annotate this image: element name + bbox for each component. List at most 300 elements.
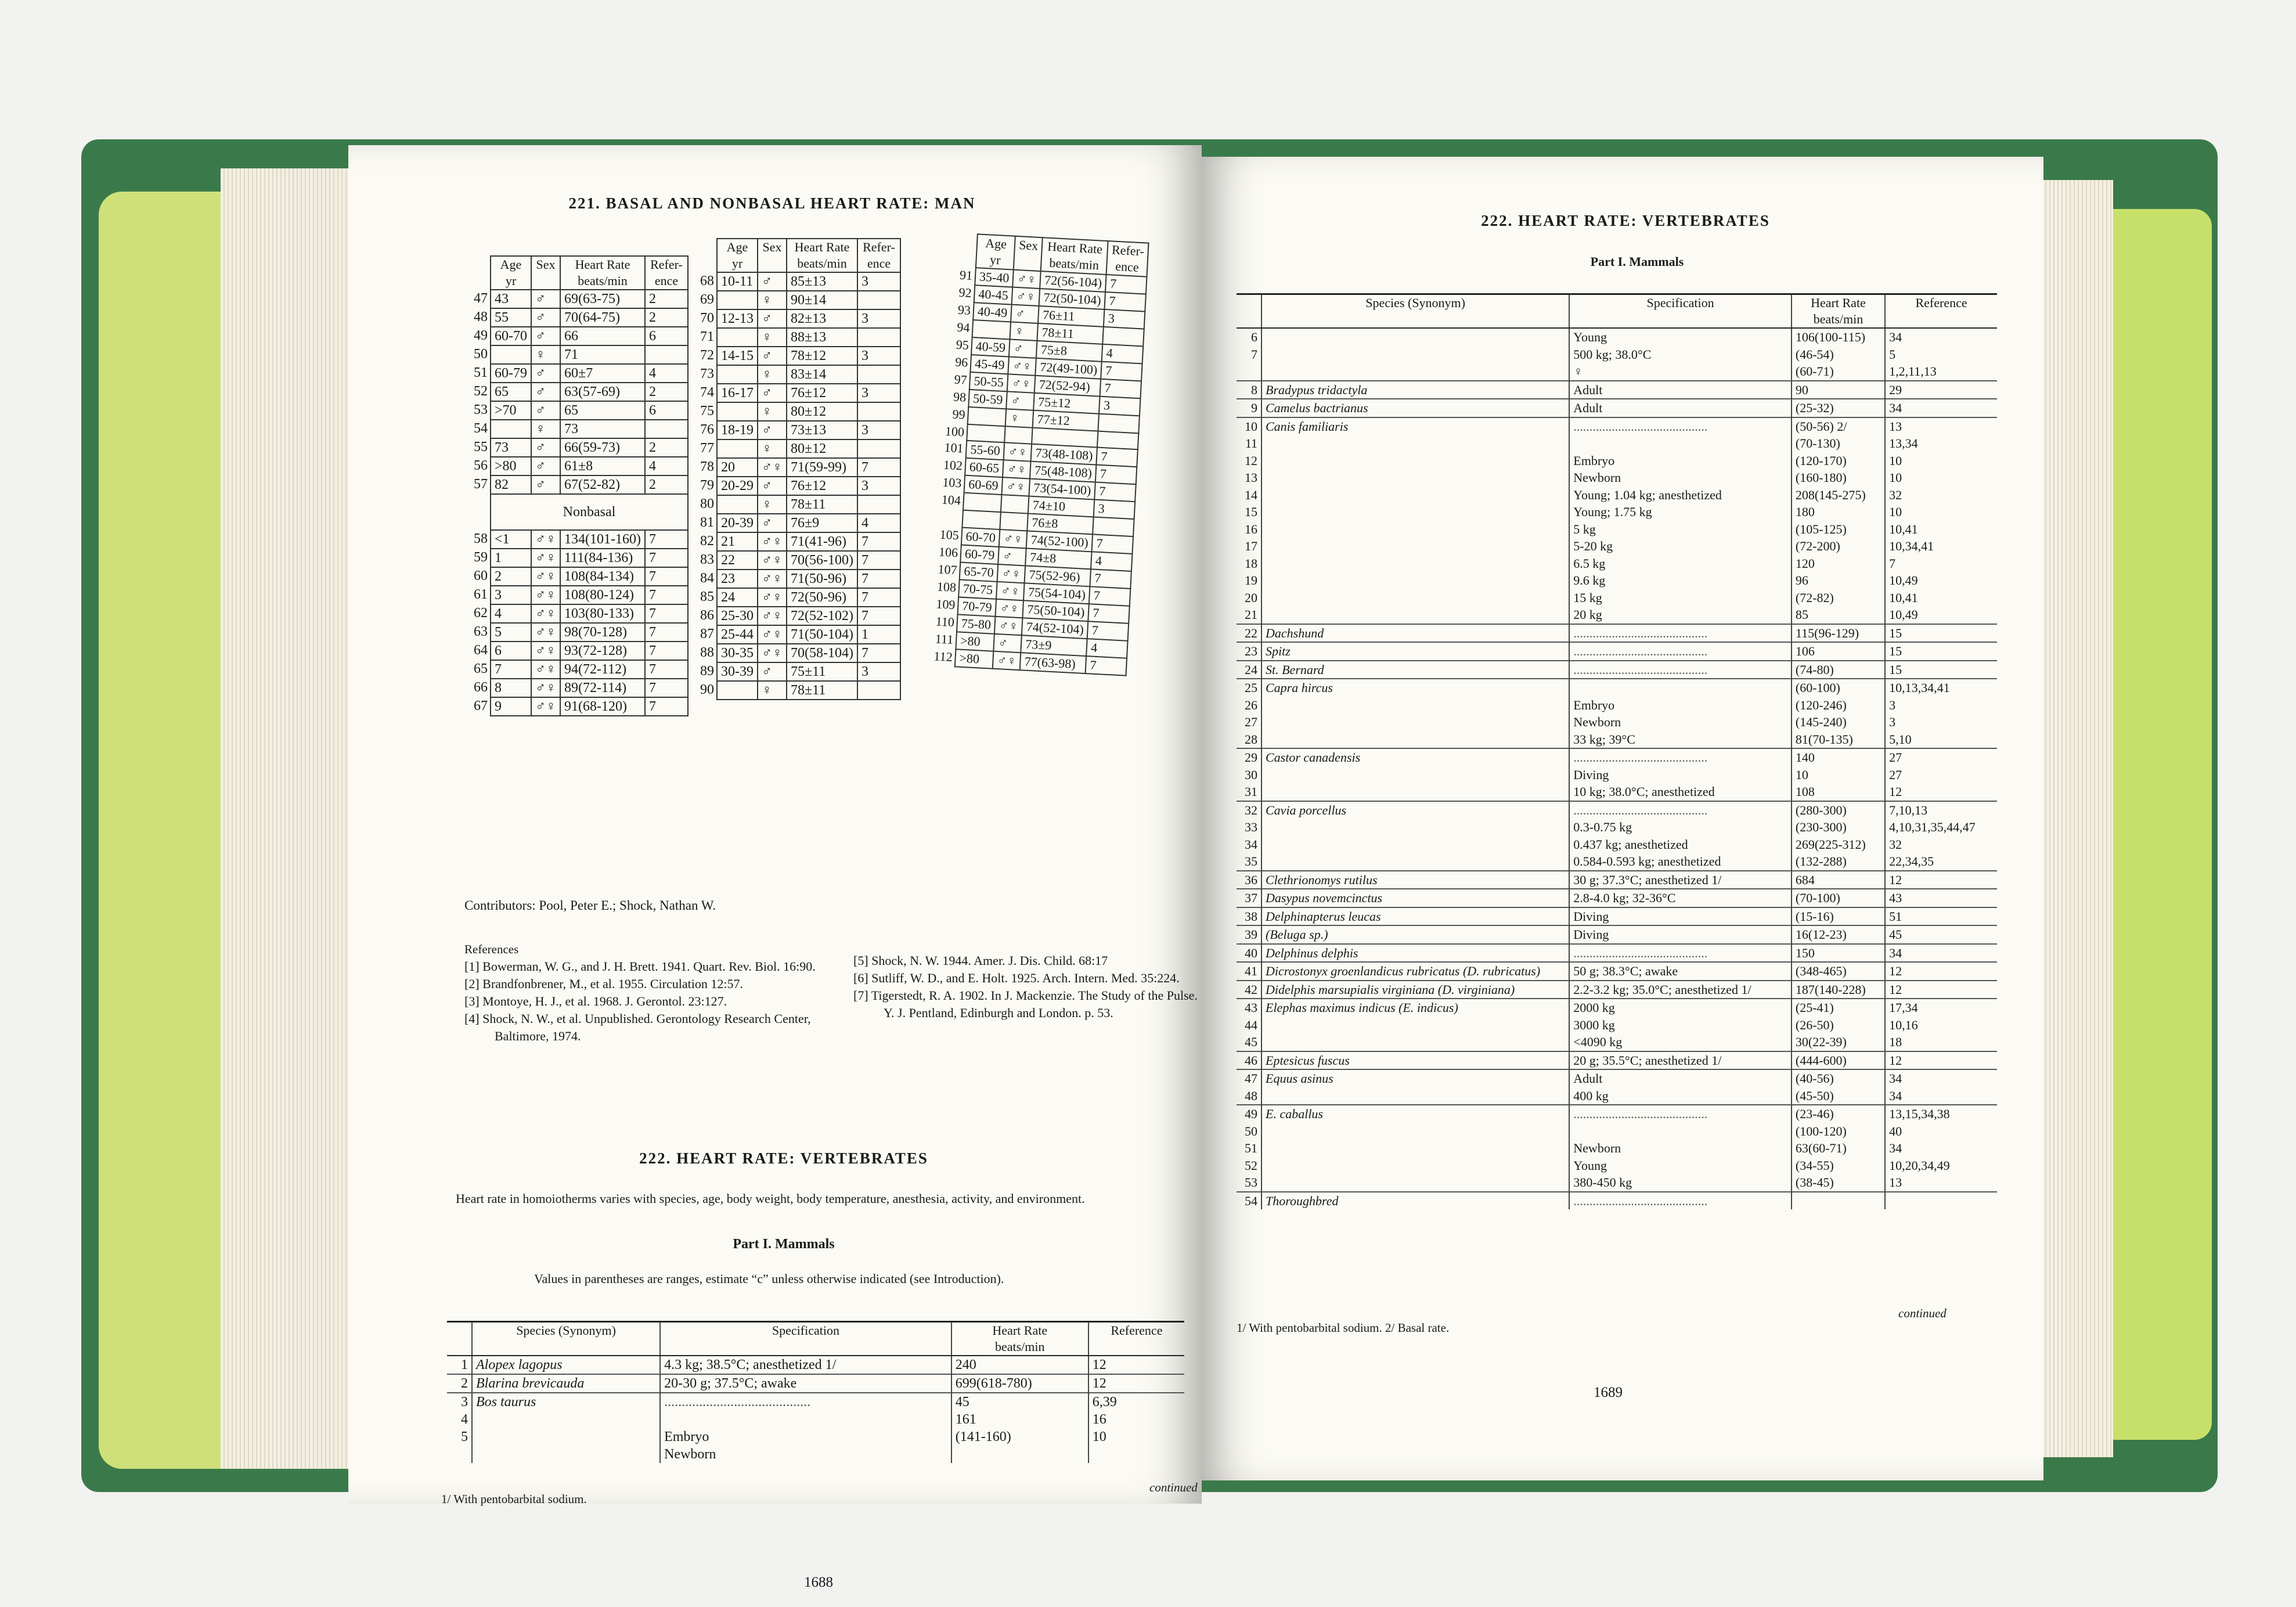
heart-rate-cell: (230-300) xyxy=(1792,819,1885,836)
reference-cell: 12 xyxy=(1885,783,1997,801)
species-cell xyxy=(1261,853,1569,871)
heart-rate-cell: (132-288) xyxy=(1792,853,1885,871)
heart-rate-cell: 72(52-94) xyxy=(1035,376,1101,397)
sex-cell: ♀ xyxy=(758,439,787,458)
heart-rate-cell: 71(50-96) xyxy=(787,570,857,588)
age-cell: 5 xyxy=(491,623,531,642)
heart-rate-cell: 71(50-104) xyxy=(787,625,857,644)
heart-rate-cell: 80±12 xyxy=(787,402,857,421)
species-cell: St. Bernard xyxy=(1261,661,1569,679)
reference-cell xyxy=(1088,1446,1184,1463)
reference-item: [5] Shock, N. W. 1944. Amer. J. Dis. Child. 68:17 xyxy=(853,953,1108,968)
age-cell: 1 xyxy=(491,549,531,567)
heart-rate-cell: 269(225-312) xyxy=(1792,836,1885,853)
heart-rate-cell: 108 xyxy=(1792,783,1885,801)
heart-rate-cell: (34-55) xyxy=(1792,1157,1885,1174)
reference-cell: 3 xyxy=(857,421,900,439)
table-row xyxy=(1237,1017,1997,1034)
table-row xyxy=(470,679,688,697)
sex-cell: ♂ xyxy=(1011,305,1039,323)
table-row xyxy=(1237,1033,1997,1051)
sex-cell: ♂ xyxy=(531,475,560,494)
species-cell xyxy=(1261,606,1569,624)
hr-header: Heart Rate beats/min xyxy=(951,1322,1088,1356)
species-cell xyxy=(1261,1174,1569,1192)
sex-cell: ♂ xyxy=(531,364,560,383)
heart-rate-cell: 75±12 xyxy=(1033,393,1100,414)
age-cell: 12-13 xyxy=(717,309,758,328)
heart-rate-cell: 120 xyxy=(1792,555,1885,572)
specification-cell: Newborn xyxy=(1569,714,1792,731)
heart-rate-cell: 73±9 xyxy=(1021,635,1087,656)
heart-rate-cell: (120-246) xyxy=(1792,697,1885,714)
table-221-title: 221. BASAL AND NONBASAL HEART RATE: MAN xyxy=(568,194,976,212)
row-number: 94 xyxy=(956,319,971,335)
reference-cell xyxy=(857,328,900,347)
specification-cell: .......................................... xyxy=(1569,1105,1792,1123)
heart-rate-cell: (60-100) xyxy=(1792,679,1885,697)
sex-cell: ♂♀ xyxy=(531,530,560,549)
reference-cell: 1 xyxy=(857,625,900,644)
heart-rate-cell: 208(145-275) xyxy=(1792,487,1885,504)
age-cell: 82 xyxy=(491,475,531,494)
sex-cell: ♀ xyxy=(758,402,787,421)
hr-header: Heart Rate beats/min xyxy=(1792,294,1885,329)
heart-rate-cell: (70-130) xyxy=(1792,435,1885,452)
table-row xyxy=(470,420,688,438)
age-header: Age yr xyxy=(491,256,531,290)
heart-rate-cell: 180 xyxy=(1792,503,1885,521)
sex-cell: ♂♀ xyxy=(996,599,1024,618)
table-row xyxy=(447,1374,1184,1393)
row-number: 50 xyxy=(474,347,488,362)
table-row xyxy=(697,477,900,495)
heart-rate-cell: 63(60-71) xyxy=(1792,1140,1885,1157)
table-row xyxy=(697,421,900,439)
specification-cell: 20-30 g; 37.5°C; awake xyxy=(660,1374,951,1393)
species-cell xyxy=(1261,1033,1569,1051)
row-number: 111 xyxy=(935,631,954,647)
reference-cell: 7 xyxy=(1100,379,1141,399)
reference-cell: 34 xyxy=(1885,944,1997,963)
age-cell: 10-11 xyxy=(717,272,758,291)
age-cell xyxy=(717,495,758,514)
references-list-b xyxy=(853,952,1202,1022)
table-row xyxy=(1237,944,1997,963)
reference-cell: 10 xyxy=(1885,452,1997,470)
reference-cell: 13,15,34,38 xyxy=(1885,1105,1997,1123)
heart-rate-cell: 72(50-104) xyxy=(1039,289,1105,309)
heart-rate-cell: 78±11 xyxy=(787,495,857,514)
page-number: 1689 xyxy=(1594,1385,1623,1400)
specification-cell: .......................................... xyxy=(1569,748,1792,766)
sex-cell: ♂♀ xyxy=(758,644,787,662)
sex-cell: ♂♀ xyxy=(531,567,560,586)
heart-rate-cell: 103(80-133) xyxy=(560,604,645,623)
specification-cell xyxy=(1569,435,1792,452)
row-number: 10 xyxy=(1237,417,1261,435)
heart-rate-cell: (120-170) xyxy=(1792,452,1885,470)
heart-rate-cell: (105-125) xyxy=(1792,521,1885,538)
age-cell: 55 xyxy=(491,308,531,327)
reference-cell: 7 xyxy=(857,588,900,607)
species-cell xyxy=(1261,538,1569,555)
specification-cell: Young xyxy=(1569,1157,1792,1174)
row-number: 96 xyxy=(954,354,968,370)
row-number: 29 xyxy=(1237,748,1261,766)
table-row xyxy=(1237,381,1997,399)
reference-cell: 32 xyxy=(1885,487,1997,504)
heart-rate-cell: (25-32) xyxy=(1792,399,1885,417)
heart-rate-cell: 140 xyxy=(1792,748,1885,766)
heart-rate-cell: 108(80-124) xyxy=(560,586,645,604)
reference-cell: 12 xyxy=(1885,1051,1997,1070)
reference-cell: 29 xyxy=(1885,381,1997,399)
row-number: 57 xyxy=(474,477,488,492)
species-cell: Dasypus novemcinctus xyxy=(1261,889,1569,907)
row-number xyxy=(1237,363,1261,381)
table-row xyxy=(1237,801,1997,819)
table-row xyxy=(1237,363,1997,381)
heart-rate-cell: 111(84-136) xyxy=(560,549,645,567)
sex-cell: ♂♀ xyxy=(758,458,787,477)
row-number: 67 xyxy=(474,698,488,714)
row-number: 3 xyxy=(447,1393,472,1411)
reference-cell: 7 xyxy=(645,697,688,716)
row-number: 62 xyxy=(474,606,488,621)
reference-cell: 3 xyxy=(857,384,900,402)
age-cell: 70-75 xyxy=(958,579,997,599)
reference-cell: 18 xyxy=(1885,1033,1997,1051)
row-number: 80 xyxy=(700,496,714,511)
heart-rate-cell: 108(84-134) xyxy=(560,567,645,586)
reference-cell: 3 xyxy=(1885,714,1997,731)
heart-rate-cell: 91(68-120) xyxy=(560,697,645,716)
reference-cell: 2 xyxy=(645,475,688,494)
row-number: 48 xyxy=(474,309,488,325)
specification-cell: 5 kg xyxy=(1569,521,1792,538)
age-cell: 40-45 xyxy=(974,285,1013,304)
reference-cell xyxy=(645,420,688,438)
age-cell: 24 xyxy=(717,588,758,607)
heart-rate-cell: 16(12-23) xyxy=(1792,925,1885,944)
row-number: 58 xyxy=(474,531,488,546)
age-cell xyxy=(717,439,758,458)
table-row xyxy=(470,364,688,383)
heart-rate-cell: 88±13 xyxy=(787,328,857,347)
specification-cell: .......................................... xyxy=(1569,801,1792,819)
table-222-title: 222. HEART RATE: VERTEBRATES xyxy=(639,1150,928,1167)
heart-rate-cell: 94(72-112) xyxy=(560,660,645,679)
heart-rate-cell: 115(96-129) xyxy=(1792,624,1885,643)
reference-cell: 4,10,31,35,44,47 xyxy=(1885,819,1997,836)
reference-cell: 12 xyxy=(1885,871,1997,889)
reference-cell xyxy=(857,402,900,421)
footnote: 1/ With pentobarbital sodium. xyxy=(441,1492,587,1506)
table-row xyxy=(447,1411,1184,1428)
table-row xyxy=(1237,589,1997,607)
table-row xyxy=(697,607,900,625)
specification-cell: 380-450 kg xyxy=(1569,1174,1792,1192)
heart-rate-cell: 30(22-39) xyxy=(1792,1033,1885,1051)
table-row xyxy=(1237,783,1997,801)
ref-header: Refer-ence xyxy=(857,239,900,272)
specification-cell: 20 g; 35.5°C; anesthetized 1/ xyxy=(1569,1051,1792,1070)
reference-cell: 4 xyxy=(645,364,688,383)
row-number: 68 xyxy=(700,273,714,289)
reference-cell: 10,13,34,41 xyxy=(1885,679,1997,697)
specification-cell: Young xyxy=(1569,328,1792,346)
heart-rate-cell: (444-600) xyxy=(1792,1051,1885,1070)
row-number: 49 xyxy=(1237,1105,1261,1123)
age-cell xyxy=(717,291,758,309)
age-cell: 8 xyxy=(491,679,531,697)
age-cell: 25-44 xyxy=(717,625,758,644)
contributors: Contributors: Pool, Peter E.; Shock, Nathan W. xyxy=(464,898,716,913)
reference-cell: 3 xyxy=(857,477,900,495)
row-number: 11 xyxy=(1245,436,1257,451)
sex-cell: ♂♀ xyxy=(758,532,787,551)
table-row xyxy=(1237,962,1997,981)
reference-cell: 7 xyxy=(1101,362,1142,381)
specification-cell: .......................................... xyxy=(1569,1192,1792,1210)
row-number: 65 xyxy=(474,661,488,676)
row-number: 53 xyxy=(1245,1175,1257,1190)
row-number: 40 xyxy=(1237,944,1261,963)
row-number: 32 xyxy=(1237,801,1261,819)
age-cell: 35-40 xyxy=(975,268,1014,287)
sex-cell: ♂ xyxy=(531,327,560,345)
row-number: 56 xyxy=(474,458,488,473)
row-number: 31 xyxy=(1245,784,1257,799)
specification-cell: 5-20 kg xyxy=(1569,538,1792,555)
sex-cell: ♀ xyxy=(758,681,787,700)
age-cell: 60-79 xyxy=(960,545,999,564)
nonbasal-label: Nonbasal xyxy=(491,494,688,530)
heart-rate-cell: 98(70-128) xyxy=(560,623,645,642)
row-number: 104 xyxy=(941,492,961,508)
specification-cell: 500 kg; 38.0°C xyxy=(1569,346,1792,363)
row-number: 1 xyxy=(447,1356,472,1374)
heart-rate-cell: (74-80) xyxy=(1792,661,1885,679)
reference-cell: 7 xyxy=(857,532,900,551)
continued-label: continued xyxy=(1898,1306,1947,1320)
sex-cell: ♂♀ xyxy=(531,697,560,716)
heart-rate-cell: 106(100-115) xyxy=(1792,328,1885,346)
reference-cell: 32 xyxy=(1885,836,1997,853)
reference-cell: 7 xyxy=(645,604,688,623)
table-row xyxy=(470,604,688,623)
age-cell: 20-29 xyxy=(717,477,758,495)
age-cell: >80 xyxy=(955,649,994,668)
reference-cell: 6 xyxy=(645,401,688,420)
heart-rate-cell: 67(52-82) xyxy=(560,475,645,494)
table-row xyxy=(470,586,688,604)
reference-cell: 40 xyxy=(1885,1123,1997,1140)
reference-cell: 7 xyxy=(645,567,688,586)
reference-cell: 7 xyxy=(645,660,688,679)
reference-cell: 34 xyxy=(1885,1087,1997,1105)
species-cell xyxy=(1261,572,1569,589)
reference-item: [1] Bowerman, W. G., and J. H. Brett. 1941. Quart. Rev. Biol. 16:90. xyxy=(464,959,816,974)
reference-cell: 34 xyxy=(1885,1140,1997,1157)
heart-rate-cell: (40-56) xyxy=(1792,1069,1885,1087)
heart-rate-cell: 90±14 xyxy=(787,291,857,309)
age-cell: 6 xyxy=(491,642,531,660)
sex-cell: ♂ xyxy=(531,290,560,308)
table-row xyxy=(697,347,900,365)
sex-cell xyxy=(1004,426,1032,444)
reference-cell: 7 xyxy=(1885,555,1997,572)
sex-header: Sex xyxy=(531,256,560,290)
reference-cell: 10 xyxy=(1088,1428,1184,1446)
table-row xyxy=(697,384,900,402)
heart-rate-cell: (70-100) xyxy=(1792,889,1885,907)
species-cell: Canis familiaris xyxy=(1261,417,1569,435)
reference-cell: 4 xyxy=(1086,639,1127,658)
row-number: 30 xyxy=(1245,767,1257,782)
row-number: 37 xyxy=(1237,889,1261,907)
row-number: 4 xyxy=(461,1412,468,1427)
sex-cell: ♂ xyxy=(758,514,787,532)
row-number: 49 xyxy=(474,328,488,343)
age-cell: 16-17 xyxy=(717,384,758,402)
table-row xyxy=(470,623,688,642)
species-cell xyxy=(1261,836,1569,853)
reference-cell: 7 xyxy=(645,530,688,549)
table-row xyxy=(1237,1105,1997,1123)
heart-rate-cell: 45 xyxy=(951,1393,1088,1411)
specification-cell: 0.584-0.593 kg; anesthetized xyxy=(1569,853,1792,871)
heart-rate-cell: 150 xyxy=(1792,944,1885,963)
row-number: 72 xyxy=(700,348,714,363)
specification-cell: Diving xyxy=(1569,766,1792,784)
reference-cell: 7 xyxy=(857,551,900,570)
reference-cell: 7 xyxy=(1089,586,1130,606)
table-row xyxy=(1237,714,1997,731)
specification-cell: .......................................... xyxy=(1569,642,1792,661)
table-row xyxy=(1237,999,1997,1017)
row-number: 33 xyxy=(1245,820,1257,834)
specification-cell: .......................................... xyxy=(1569,944,1792,963)
specification-cell: Adult xyxy=(1569,399,1792,417)
specification-cell: 10 kg; 38.0°C; anesthetized xyxy=(1569,783,1792,801)
sex-cell: ♂ xyxy=(758,272,787,291)
reference-cell: 10,34,41 xyxy=(1885,538,1997,555)
reference-cell: 5 xyxy=(1885,346,1997,363)
row-number: 103 xyxy=(942,474,963,491)
sex-cell: ♂♀ xyxy=(1007,374,1036,392)
sex-cell: ♂♀ xyxy=(993,651,1021,670)
heart-rate-cell: 75±8 xyxy=(1036,341,1102,362)
hr-header: Heart Rate beats/min xyxy=(787,239,857,272)
age-cell xyxy=(963,493,1002,512)
table-row xyxy=(1237,1140,1997,1157)
table-row xyxy=(697,291,900,309)
heart-rate-cell: 83±14 xyxy=(787,365,857,384)
heart-rate-cell: 85 xyxy=(1792,606,1885,624)
heart-rate-cell: 75±11 xyxy=(787,662,857,681)
species-cell: Bradypus tridactyla xyxy=(1261,381,1569,399)
age-cell xyxy=(962,510,1001,529)
sex-cell: ♂ xyxy=(758,477,787,495)
sex-cell: ♂ xyxy=(531,438,560,457)
species-cell xyxy=(1261,452,1569,470)
age-cell xyxy=(967,424,1005,442)
row-number: 78 xyxy=(700,459,714,474)
heart-rate-cell: 71(59-99) xyxy=(787,458,857,477)
table-row xyxy=(470,308,688,327)
specification-cell: Embryo xyxy=(1569,452,1792,470)
age-cell: 55-60 xyxy=(966,441,1005,460)
species-cell: Bos taurus xyxy=(472,1393,660,1411)
table-row xyxy=(1237,555,1997,572)
species-cell xyxy=(1261,363,1569,381)
heart-rate-cell: (60-71) xyxy=(1792,363,1885,381)
specification-cell: Adult xyxy=(1569,381,1792,399)
sex-cell: ♂ xyxy=(531,383,560,401)
heart-rate-cell: (50-56) 2/ xyxy=(1792,417,1885,435)
heart-rate-cell: 93(72-128) xyxy=(560,642,645,660)
species-cell: Dicrostonyx groenlandicus rubricatus (D. rubricatus) xyxy=(1261,962,1569,981)
table-row xyxy=(697,402,900,421)
heart-rate-cell: 134(101-160) xyxy=(560,530,645,549)
table-row xyxy=(447,1356,1184,1374)
reference-item: [7] Tigerstedt, R. A. 1902. In J. Mackenzie. The Study of the Pulse. Y. J. Pentland, Edinburgh and London. p. 53. xyxy=(853,988,1198,1020)
left-page xyxy=(348,145,1202,1590)
reference-cell: 7 xyxy=(857,570,900,588)
part-label: Part I. Mammals xyxy=(1590,254,1684,269)
age-cell: 20 xyxy=(717,458,758,477)
row-number: 89 xyxy=(700,664,714,679)
heart-rate-cell: 65 xyxy=(560,401,645,420)
heart-rate-cell: 81(70-135) xyxy=(1792,731,1885,749)
row-number: 47 xyxy=(474,291,488,306)
table-row xyxy=(697,532,900,551)
heart-rate-cell: 70(64-75) xyxy=(560,308,645,327)
heart-rate-cell: 71(41-96) xyxy=(787,532,857,551)
footnote: 1/ With pentobarbital sodium. 2/ Basal rate. xyxy=(1237,1321,1450,1335)
reference-cell: 10,49 xyxy=(1885,606,1997,624)
species-cell: Delphinus delphis xyxy=(1261,944,1569,963)
specification-cell: Diving xyxy=(1569,907,1792,926)
age-cell: 7 xyxy=(491,660,531,679)
age-cell: 21 xyxy=(717,532,758,551)
age-cell: >80 xyxy=(956,632,994,651)
row-number: 53 xyxy=(474,402,488,417)
heart-rate-cell: (46-54) xyxy=(1792,346,1885,363)
species-cell: Alopex lagopus xyxy=(472,1356,660,1374)
species-cell: Blarina brevicauda xyxy=(472,1374,660,1393)
reference-cell: 10 xyxy=(1885,503,1997,521)
species-cell: Thoroughbred xyxy=(1261,1192,1569,1210)
heart-rate-cell: 74(52-100) xyxy=(1026,531,1093,552)
specification-cell: 0.437 kg; anesthetized xyxy=(1569,836,1792,853)
row-number: 84 xyxy=(700,571,714,586)
specification-cell: 2.2-3.2 kg; 35.0°C; anesthetized 1/ xyxy=(1569,981,1792,999)
right-page xyxy=(1202,157,2043,1480)
reference-cell xyxy=(857,291,900,309)
row-number: 93 xyxy=(957,302,971,318)
age-cell: 60-79 xyxy=(491,364,531,383)
heart-rate-cell: 684 xyxy=(1792,871,1885,889)
reference-item: [2] Brandfonbrener, M., et al. 1955. Circulation 12:57. xyxy=(464,977,743,991)
row-number: 21 xyxy=(1245,607,1257,622)
species-cell xyxy=(1261,1123,1569,1140)
age-cell: <1 xyxy=(491,530,531,549)
heart-rate-cell: 10 xyxy=(1792,766,1885,784)
specification-cell: 6.5 kg xyxy=(1569,555,1792,572)
